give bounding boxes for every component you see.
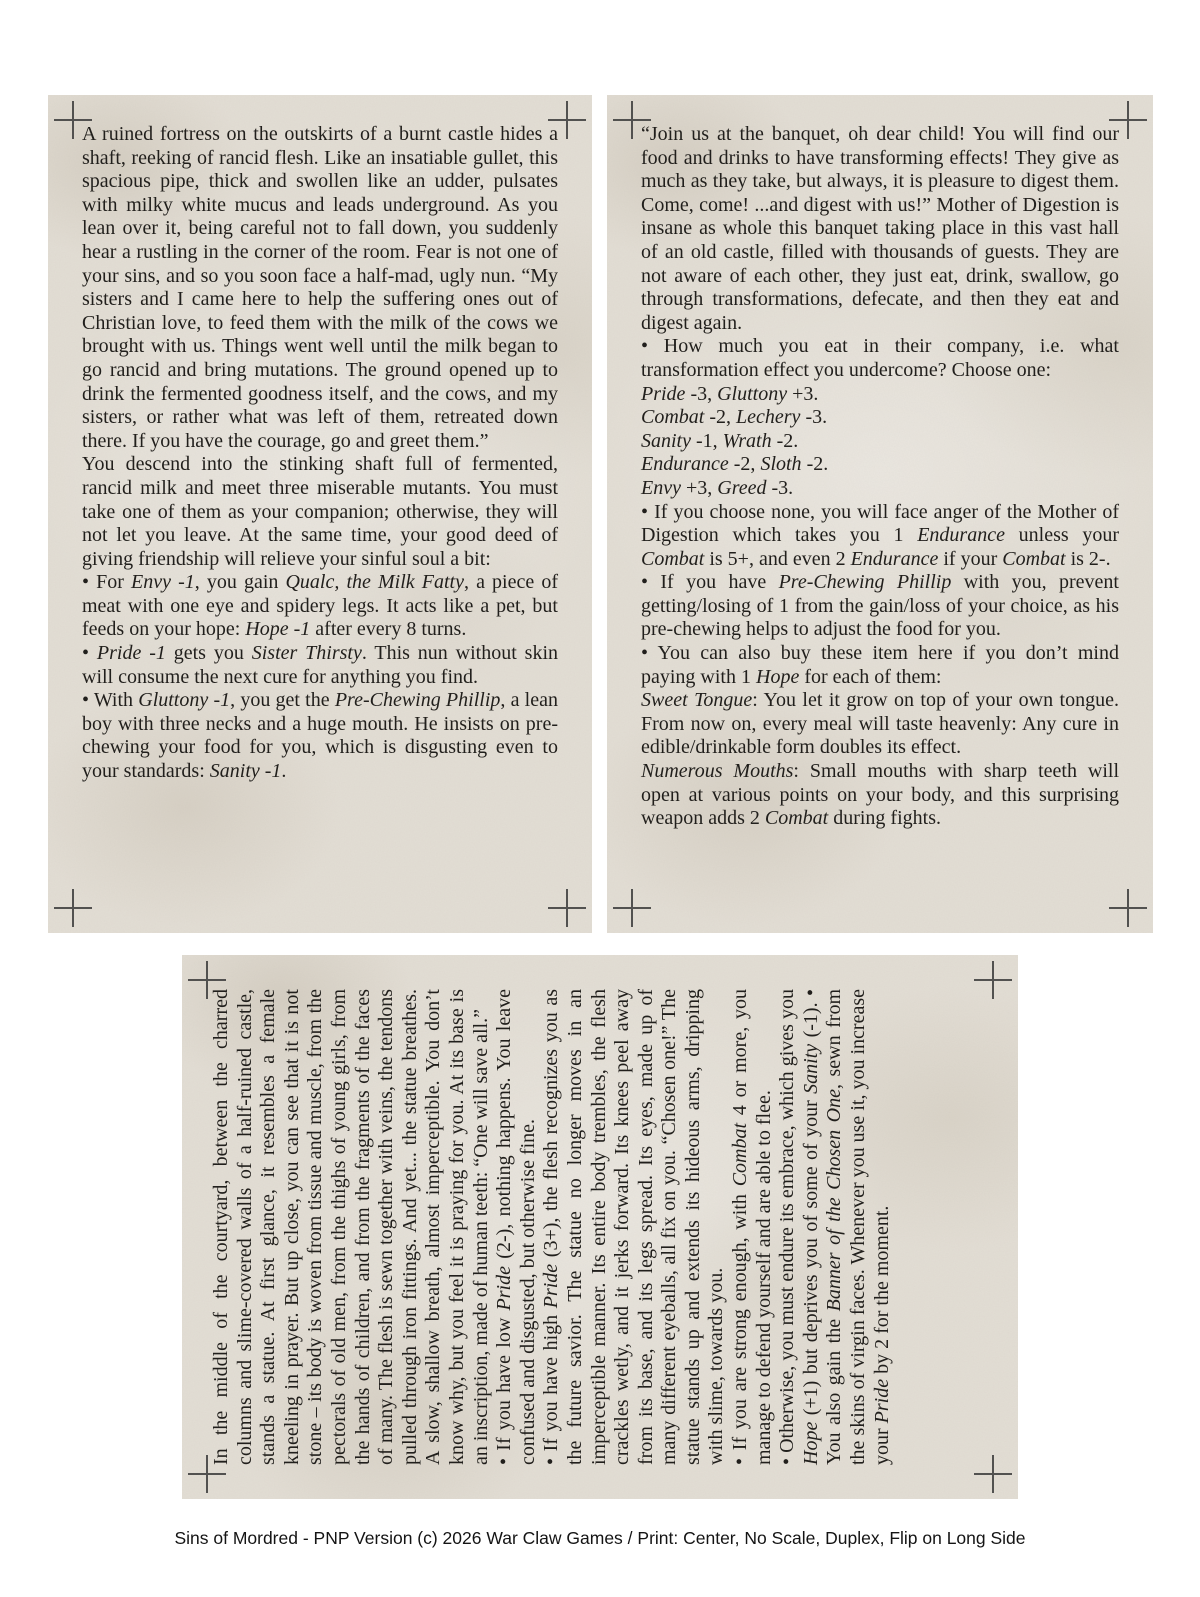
crop-mark-icon xyxy=(974,1455,1012,1493)
paragraph: A ruined fortress on the outskirts of a burnt castle hides a shaft, reeking of rancid flesh. Like an insatiable gullet, this spacious pipe, thick and swollen like an udder, pulsates with milky white mucus and leads underground. As you lean over it, being careful not to fall down, you suddenly hear a rustling in the corner of the room. Fear is not one of your sins, and so you soon face a half-mad, ugly nun. “My sisters and I came here to help the suffering ones out of Christian love, to feed them with the milk of the cows we brought with us. Things went well until the milk began to go rancid and bring mutations. The ground opened up to drink the fermented goodness itself, and the cows, and my sisters, or rather what was left of them, retreated down there. If you have the courage, go and greet them.” xyxy=(82,123,558,452)
paragraph: • If you have Pre-Chewing Phillip with you, prevent getting/losing of 1 from the gain/loss of your choice, as his pre-chewing helps to adjust the food for you. xyxy=(641,571,1119,641)
paragraph: • With Gluttony -1, you get the Pre-Chewing Phillip, a lean boy with three necks and a huge mouth. He insists on pre-chewing your food for you, which is disgusting even to your standards: Sanity -1. xyxy=(82,689,558,783)
paragraph: • How much you eat in their company, i.e. what transformation effect you undercome? Choose one: xyxy=(641,335,1119,381)
paragraph: Sanity -1, Wrath -2. xyxy=(641,429,799,452)
card-text-milk-shaft xyxy=(48,95,592,812)
paragraph: In the middle of the courtyard, between the charred columns and slime-covered walls of a half-ruined castle, stands a statue. At first glance, it resembles a female kneeling in prayer. But up close, you can see that it is not stone – its body is woven from tissue and muscle, from the pectorals of old men, from the thighs of young girls, from the hands of children, and from the fragments of the faces of many. The flesh is sewn together with veins, the tendons pulled through iron fittings. And yet... the statue breathes. A slow, shallow breath, almost imperceptible. You don’t know why, but you feel it is praying for you. At its base is an inscription, made of human teeth: “One will save all.” xyxy=(210,989,492,1465)
paragraph: • You can also buy these item here if you don’t mind paying with 1 Hope for each of them: xyxy=(641,642,1119,688)
crop-mark-icon xyxy=(548,101,586,139)
paragraph: You descend into the stinking shaft full of fermented, rancid milk and meet three miserable mutants. You must take one of them as your companion; otherwise, they will not let you leave. At the same time, your good deed of giving friendship will relieve your sinful soul a bit: xyxy=(82,453,558,570)
crop-mark-icon xyxy=(188,961,226,999)
card-text-banquet xyxy=(607,95,1153,859)
paragraph: • Otherwise, you must endure its embrace, which gives you Hope (+1) but deprives you of some of your Sanity (-1). • You also gain the Banner of the Chosen One, sewn from the skins of virgin faces. Whenever you use it, you increase your Pride by 2 for the moment. xyxy=(776,988,893,1465)
paragraph: Combat -2, Lechery -3. xyxy=(641,406,828,429)
card-statue-rotated xyxy=(182,955,1018,1499)
paragraph: • If you are strong enough, with Combat 4 or more, you manage to defend yourself and are able to flee. xyxy=(729,989,775,1465)
paragraph: Sweet Tongue: You let it grow on top of your own tongue. From now on, every meal will taste heavenly: Any cure in edible/drinkable form doubles its effect. xyxy=(641,689,1119,759)
crop-mark-icon xyxy=(548,889,586,927)
crop-mark-icon xyxy=(54,101,92,139)
crop-mark-icon xyxy=(188,1455,226,1493)
crop-mark-icon xyxy=(613,889,651,927)
paragraph: • For Envy -1, you gain Qualc, the Milk Fatty, a piece of meat with one eye and spidery legs. It acts like a pet, but feeds on your hope: Hope -1 after every 8 turns. xyxy=(82,571,558,641)
crop-mark-icon xyxy=(54,889,92,927)
crop-mark-icon xyxy=(613,101,651,139)
paragraph: • Pride -1 gets you Sister Thirsty. This nun without skin will consume the next cure for anything you find. xyxy=(82,642,559,688)
paragraph: • If you choose none, you will face anger of the Mother of Digestion which takes you 1 Endurance unless your Combat is 5+, and even 2 Endurance if your Combat is 2-. xyxy=(641,500,1119,570)
card-banquet xyxy=(607,95,1153,933)
paragraph: “Join us at the banquet, oh dear child! You will find our food and drinks to have transforming effects! They give as much as they take, but always, it is pleasure to digest them. Come, come! ...and digest with us!” Mother of Digestion is insane as whole this banquet taking place in this vast hall of an old castle, filled with thousands of guests. They are not aware of each other, they just eat, drink, swallow, go through transformations, defecate, and then they eat and digest again. xyxy=(641,123,1119,334)
paragraph: • If you have low Pride (2-), nothing happens. You leave confused and disgusted, but otherwise fine. xyxy=(493,989,539,1465)
card-text-statue xyxy=(182,955,922,1499)
crop-mark-icon xyxy=(1109,101,1147,139)
paragraph: Endurance -2, Sloth -2. xyxy=(641,453,829,476)
crop-mark-icon xyxy=(974,961,1012,999)
paragraph: Envy +3, Greed -3. xyxy=(641,476,794,499)
card-milk-shaft xyxy=(48,95,592,933)
crop-mark-icon xyxy=(1109,889,1147,927)
print-instructions: Sins of Mordred - PNP Version (c) 2026 War Claw Games / Print: Center, No Scale, Duplex, Flip on Long Side xyxy=(174,1528,1026,1548)
rotated-text-wrapper xyxy=(182,955,1018,1499)
paragraph: Pride -3, Gluttony +3. xyxy=(641,382,819,405)
paragraph: • If you have high Pride (3+), the flesh recognizes you as the future savior. The statue no longer moves in an imperceptible manner. Its entire body trembles, the flesh crackles wetly, and it jerks forward. Its knees peel away from its base, and its legs spread. Its eyes, made up of many different eyeballs, all fix on you. “Chosen one!” The statue stands up and extends its hideous arms, dripping with slime, towards you. xyxy=(540,989,728,1465)
paragraph: Numerous Mouths: Small mouths with sharp teeth will open at various points on your body, and this surprising weapon adds 2 Combat during fights. xyxy=(641,760,1120,830)
